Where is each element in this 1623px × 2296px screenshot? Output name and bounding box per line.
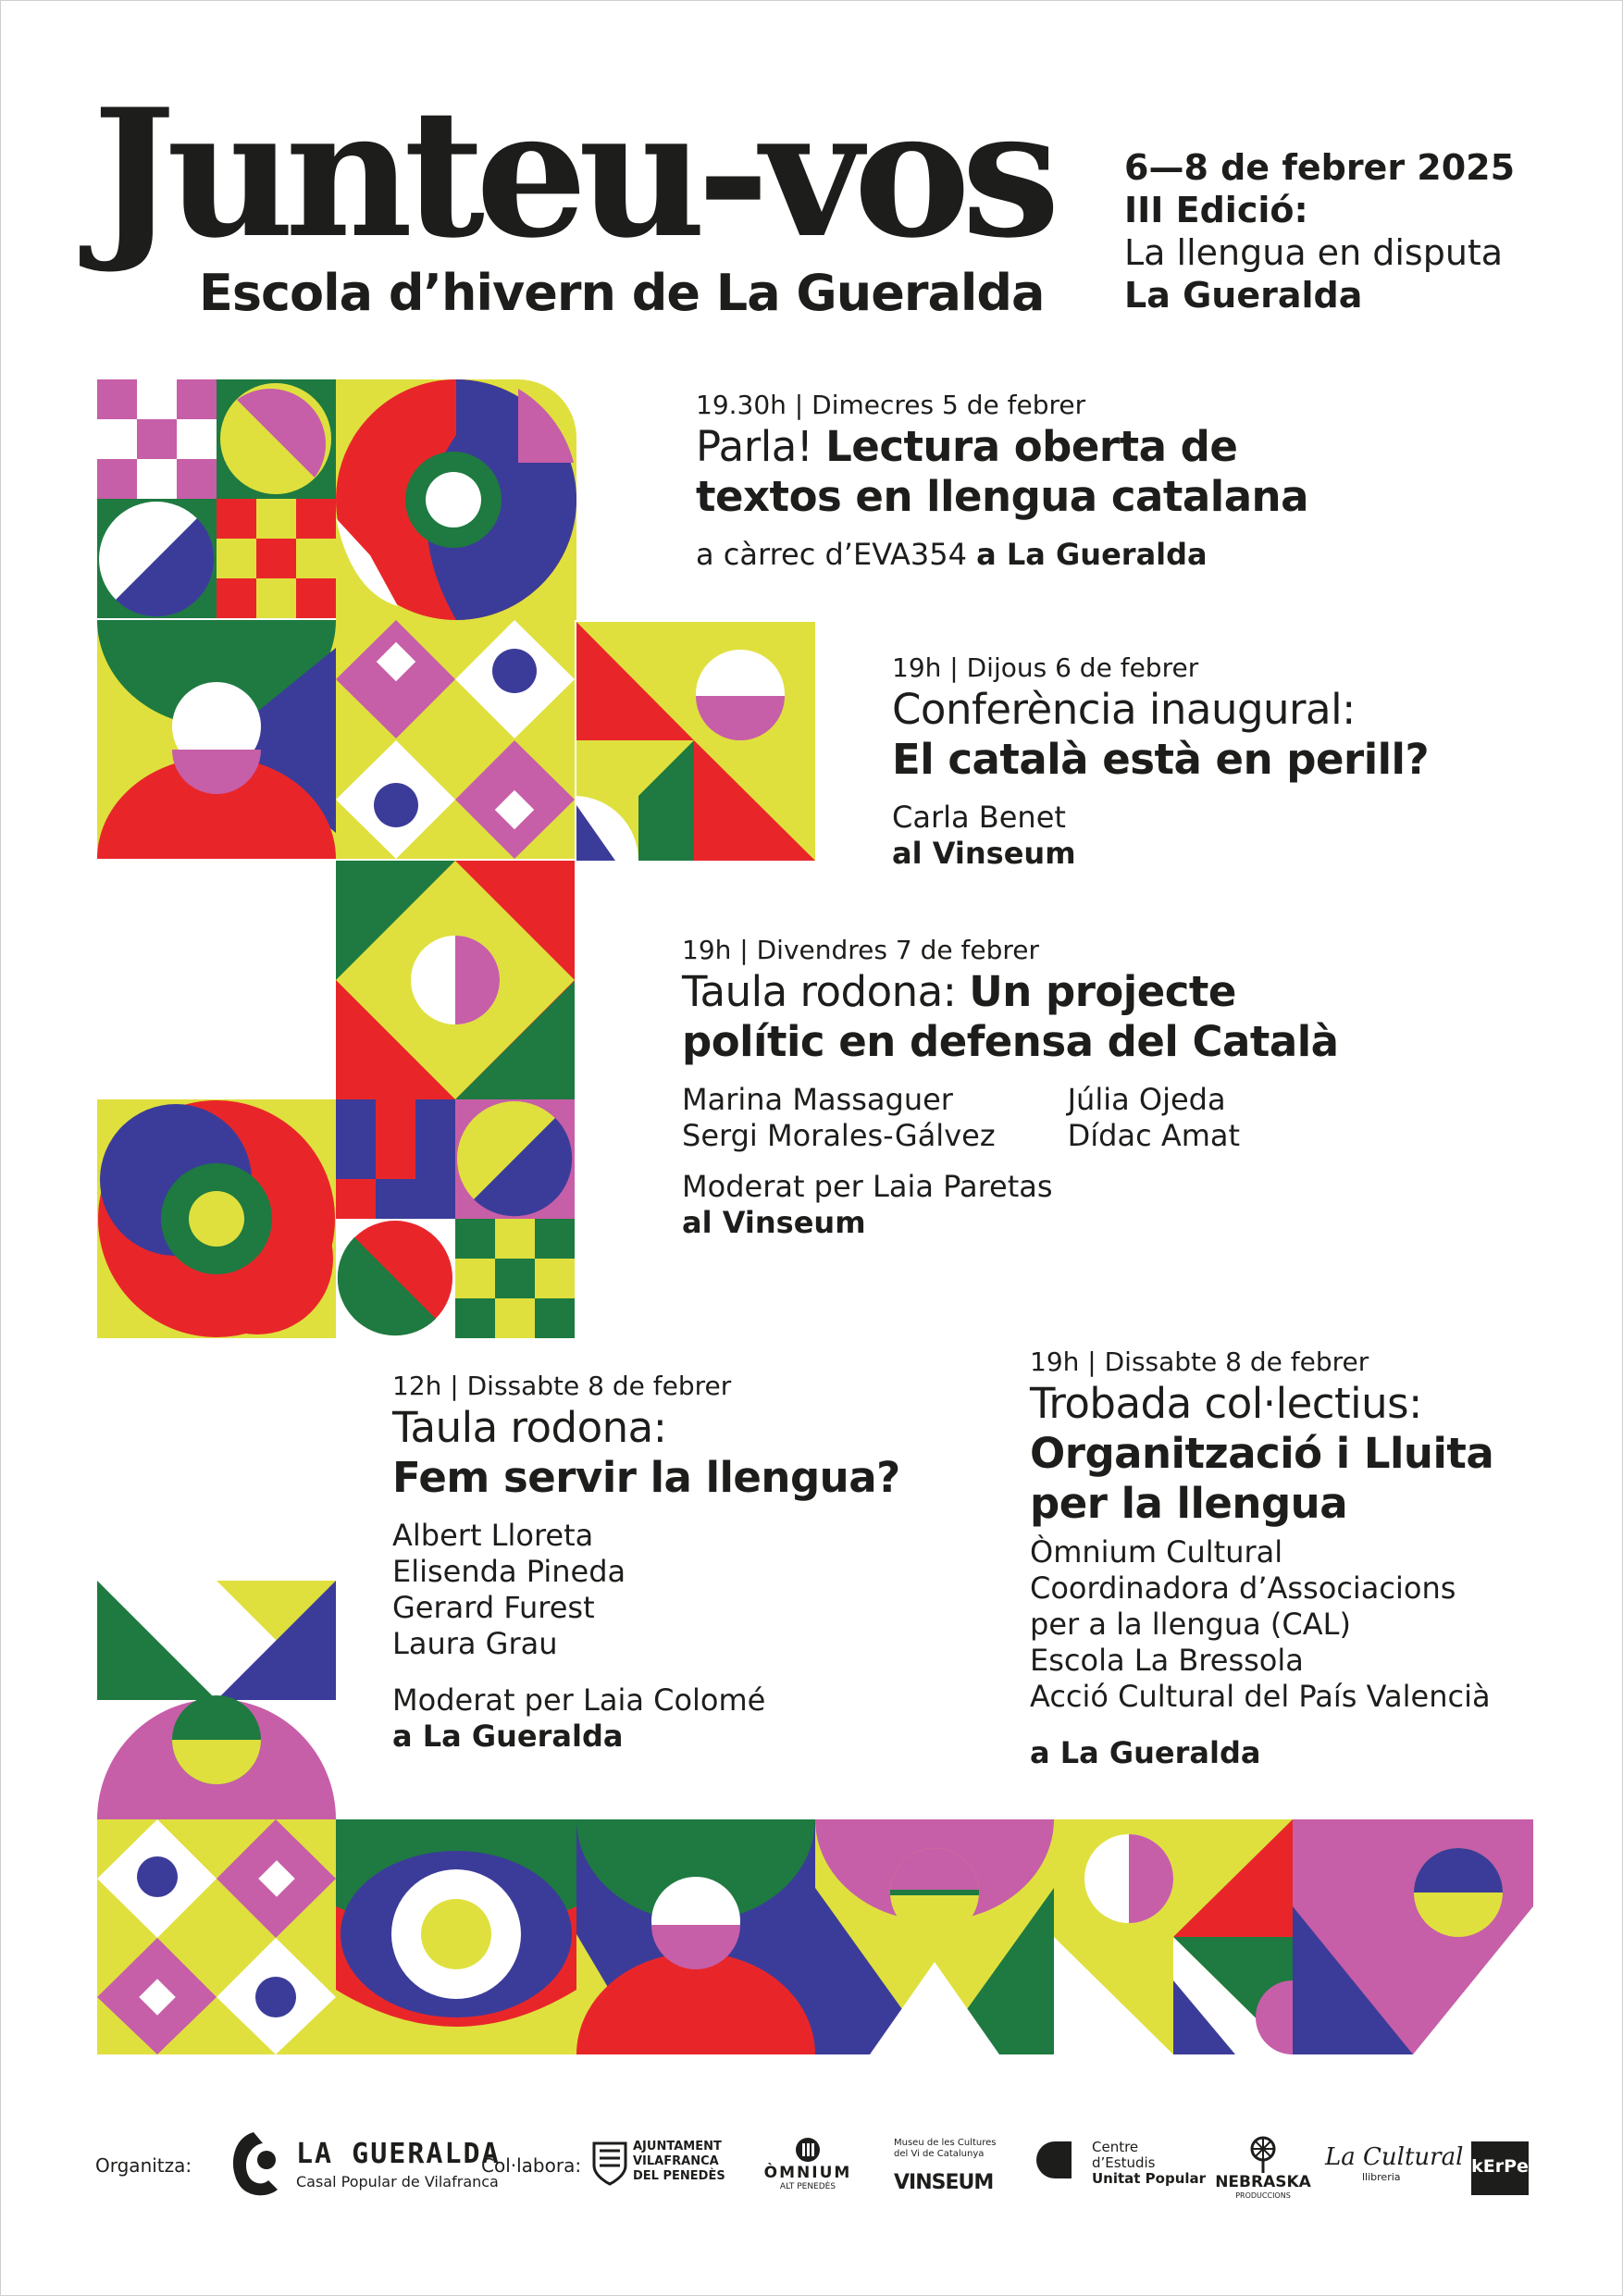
event-3-person: Júlia Ojeda xyxy=(1067,1082,1226,1117)
centre-estudis-logo xyxy=(1035,2139,1207,2195)
event-5-day: Dissabte 8 de febrer xyxy=(1104,1347,1369,1377)
omnium-logo xyxy=(757,2136,859,2201)
la-cultural-name: La Cultural xyxy=(1325,2143,1464,2171)
nebraska-name: NEBRASKA xyxy=(1215,2173,1311,2191)
event-2-place: al Vinseum xyxy=(892,836,1076,871)
tile-triangles xyxy=(576,622,815,861)
event-4-person: Laura Grau xyxy=(392,1626,558,1661)
gueralda-tagline: Casal Popular de Vilafranca xyxy=(296,2173,499,2191)
kerpe-name: kErPe xyxy=(1471,2156,1529,2177)
la-cultural-sub: llibreria xyxy=(1362,2171,1401,2183)
tile-checker-green xyxy=(455,1219,575,1338)
collab-label: Col·labora: xyxy=(481,2154,582,2177)
event-3-time: 19h xyxy=(682,935,732,965)
tile-flower xyxy=(97,1099,336,1338)
gueralda-icon xyxy=(226,2128,291,2199)
tile-figure xyxy=(97,620,336,859)
event-theme: La llengua en disputa xyxy=(1124,232,1504,273)
omnium-sub: ALT PENEDÈS xyxy=(779,2182,836,2191)
tile-half-circle-blue xyxy=(97,499,217,618)
vinseum-line-2: del Vi de Catalunya xyxy=(894,2149,985,2159)
tile-checker-pink xyxy=(97,379,217,499)
event-4-person: Gerard Furest xyxy=(392,1590,595,1625)
event-venue: La Gueralda xyxy=(1124,275,1363,316)
event-5-title-2: per la llengua xyxy=(1030,1479,1348,1528)
event-5-title-1: Organització i Lluita xyxy=(1030,1429,1494,1478)
event-3-title-2: polític en defensa del Català xyxy=(682,1017,1339,1066)
event-3-day: Divendres 7 de febrer xyxy=(756,935,1039,965)
ajuntament-line-3: DEL PENEDÈS xyxy=(633,2169,725,2183)
event-4-time: 12h xyxy=(392,1371,442,1401)
gueralda-name: LA GUERALDA xyxy=(296,2138,501,2170)
event-4-day: Dissabte 8 de febrer xyxy=(466,1371,732,1401)
organizes-label: Organitza: xyxy=(95,2154,192,2177)
windmill-icon xyxy=(1246,2136,1280,2173)
tile-checker-blue xyxy=(336,1099,455,1219)
bottom-band xyxy=(97,1819,1533,2054)
event-1-day: Dimecres 5 de febrer xyxy=(812,390,1086,420)
event-5-group: Escola La Bressola xyxy=(1030,1643,1304,1678)
event-1-kind: Parla! xyxy=(696,422,813,471)
ajuntament-line-2: VILAFRANCA xyxy=(633,2154,719,2168)
event-2-kind: Conferència inaugural: xyxy=(892,685,1356,734)
omnium-name: ÒMNIUM xyxy=(763,2164,852,2182)
ajuntament-logo xyxy=(590,2140,729,2195)
vinseum-line-1: Museu de les Cultures xyxy=(894,2138,997,2148)
event-2-time: 19h xyxy=(892,652,942,683)
tile-diamond-circle xyxy=(336,861,575,1099)
event-2-speaker: Carla Benet xyxy=(892,800,1066,835)
gueralda-logo xyxy=(226,2128,501,2203)
tile-lower-figure xyxy=(97,1581,336,1819)
event-5-group: Acció Cultural del País Valencià xyxy=(1030,1679,1491,1714)
event-3-place: al Vinseum xyxy=(682,1205,866,1240)
event-5-place: a La Gueralda xyxy=(1030,1735,1261,1770)
event-3-person: Marina Massaguer xyxy=(682,1082,953,1117)
event-1-title-2: textos en llengua catalana xyxy=(696,472,1308,521)
poster-subtitle: Escola d’hivern de La Gueralda xyxy=(199,264,1045,322)
event-5-time: 19h xyxy=(1030,1347,1080,1377)
event-5-group: Coordinadora d’Associacions xyxy=(1030,1570,1456,1606)
tile-checker-red xyxy=(217,499,336,618)
event-3-title-1: Un projecte xyxy=(969,967,1236,1016)
tile-circle-diagonal xyxy=(217,379,336,499)
event-4-kind: Taula rodona: xyxy=(392,1403,667,1452)
event-dates: 6—8 de febrer 2025 xyxy=(1124,147,1516,188)
event-3-moderator: Moderat per Laia Paretas xyxy=(682,1169,1053,1204)
event-5: 19h | Dissabte 8 de febrer Trobada col·lectius: Organització i Lluita per la llengua Òmnium Cultural Coordinadora d’Associacions per a la llengua (CAL) Escola La Bressola Acció Cultural del País Valencià a La Gueralda xyxy=(1030,1347,1494,1770)
event-4-person: Elisenda Pineda xyxy=(392,1554,626,1589)
event-5-kind: Trobada col·lectius: xyxy=(1030,1379,1422,1428)
nebraska-logo xyxy=(1208,2136,1318,2201)
vinseum-logo xyxy=(894,2138,1005,2203)
event-5-group: Òmnium Cultural xyxy=(1030,1534,1283,1570)
event-1-place: a La Gueralda xyxy=(976,537,1208,572)
event-1-title-1: Lectura oberta de xyxy=(825,422,1238,471)
event-4: 12h | Dissabte 8 de febrer Taula rodona: Fem servir la llengua? Albert Lloreta Elisenda Pineda Gerard Furest Laura Grau Moderat per Laia Colomé a La Gueralda xyxy=(392,1371,900,1754)
event-4-place: a La Gueralda xyxy=(392,1719,624,1754)
event-4-title-1: Fem servir la llengua? xyxy=(392,1453,900,1502)
cup-icon xyxy=(1035,2140,1075,2180)
event-1-time: 19.30h xyxy=(696,390,787,420)
event-2-day: Dijous 6 de febrer xyxy=(966,652,1199,683)
event-4-moderator: Moderat per Laia Colomé xyxy=(392,1682,766,1718)
tile-circle-green-red xyxy=(336,1219,455,1338)
omnium-icon xyxy=(794,2136,822,2164)
la-cultural-logo xyxy=(1325,2143,1464,2199)
centre-line-1: Centre xyxy=(1092,2139,1139,2155)
centre-line-3: Unitat Popular xyxy=(1092,2170,1207,2187)
event-2-title-1: El català està en perill? xyxy=(892,735,1430,784)
event-3-person: Dídac Amat xyxy=(1067,1118,1241,1153)
event-1-by: a càrrec d’EVA354 xyxy=(696,537,967,572)
tile-big-circle xyxy=(336,379,576,620)
event-2: 19h | Dijous 6 de febrer Conferència inaugural: El català està en perill? Carla Benet al Vinseum xyxy=(892,652,1430,871)
event-1: 19.30h | Dimecres 5 de febrer Parla! Lectura oberta de textos en llengua catalana a càrrec d’EVA354 a La Gueralda xyxy=(696,390,1308,572)
event-5-group: per a la llengua (CAL) xyxy=(1030,1607,1351,1642)
poster-title: Junteu-vos xyxy=(93,70,1051,277)
event-3-person: Sergi Morales-Gálvez xyxy=(682,1118,996,1153)
tile-diamonds xyxy=(336,620,575,859)
coat-of-arms-icon xyxy=(590,2140,629,2186)
sponsors-footer xyxy=(0,2119,1623,2221)
ajuntament-line-1: AJUNTAMENT xyxy=(633,2140,722,2153)
event-edition: III Edició: xyxy=(1124,190,1308,230)
event-3: 19h | Divendres 7 de febrer Taula rodona: Un projecte polític en defensa del Català Marina Massaguer Sergi Morales-Gálvez Júlia Ojeda Dídac Amat Moderat per Laia Paretas al Vinseum xyxy=(682,935,1339,1240)
kerpe-logo xyxy=(1471,2141,1529,2195)
nebraska-sub: PRODUCCIONS xyxy=(1235,2191,1291,2200)
event-4-person: Albert Lloreta xyxy=(392,1518,594,1553)
vinseum-name: VINSEUM xyxy=(894,2171,994,2194)
centre-line-2: d’Estudis xyxy=(1092,2154,1156,2171)
event-3-kind: Taula rodona: xyxy=(682,967,957,1016)
tile-circle-yellow-blue xyxy=(455,1099,575,1219)
